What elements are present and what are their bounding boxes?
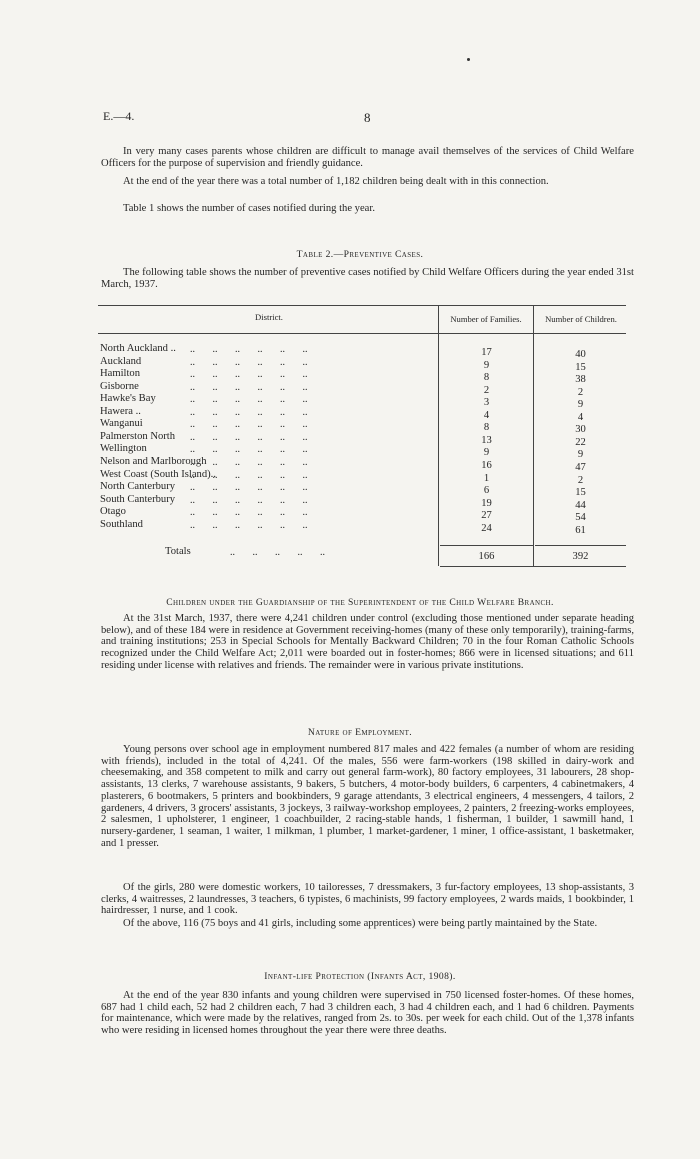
- leader-dots: .. .. .. .. .. ..: [190, 444, 308, 456]
- leader-dots: .. .. .. .. .. ..: [190, 519, 308, 531]
- page-number: 8: [364, 110, 371, 125]
- scan-speck: [467, 58, 470, 61]
- children-count: 40: [575, 349, 586, 360]
- employment-paragraph-2: [101, 882, 634, 917]
- families-count: 1: [483, 472, 490, 484]
- totals-children: 392: [572, 551, 589, 562]
- table-intro-text: The following table shows the number of preventive cases notified by Child Welfare Officers during the year ended 31st March, 1937.: [101, 267, 634, 290]
- intro-paragraph-2: [101, 176, 634, 188]
- district-name: Southland: [100, 518, 143, 530]
- guardianship-text: At the 31st March, 1937, there were 4,241 children under control (excluding those mentioned under separate heading below), and of these 184 were in residence at Government receiving-homes (many of these only temporarily), training-farms, and training institutions; 253 in Special Schools for Mentally Backward Children; 70 in the four Roman Catholic Schools recognized under the Child Welfare Act; 2,011 were boarded out in foster-homes; 866 were in licensed situations; and 611 residing under license with relatives and friends. The remainder were in various private institutions.: [101, 613, 634, 671]
- table-header-rule: [98, 333, 626, 334]
- intro-text-1: In very many cases parents whose children are difficult to manage avail themselves of the services of Child Welfare Officers for the purpose of supervision and friendly guidance.: [101, 146, 634, 169]
- leader-dots: .. .. .. .. .. ..: [190, 482, 308, 494]
- table-title: Table 2.—Preventive Cases.: [296, 249, 424, 260]
- column-divider: [533, 305, 534, 566]
- leader-dots: .. .. .. .. .. ..: [190, 369, 308, 381]
- district-name: North Auckland ..: [100, 343, 176, 354]
- families-count: 16: [481, 459, 492, 471]
- intro-text-3: Table 1 shows the number of cases notified during the year.: [123, 203, 375, 214]
- intro-paragraph-3: [101, 203, 634, 215]
- column-header-children: Number of Children.: [545, 314, 617, 324]
- leader-dots: .. .. .. .. .. ..: [190, 469, 308, 481]
- families-count: 4: [483, 409, 490, 421]
- children-count: 44: [575, 499, 586, 511]
- leader-dots: .. .. .. .. .. ..: [190, 419, 308, 431]
- children-count: 47: [575, 461, 586, 473]
- district-name: Hawera ..: [100, 405, 141, 417]
- intro-paragraph-1: [101, 146, 634, 169]
- children-count: 54: [575, 512, 586, 524]
- district-name: Auckland: [100, 355, 142, 367]
- children-count: 38: [575, 374, 586, 386]
- families-count: 9: [483, 359, 490, 371]
- table-bottom-rule: [440, 566, 626, 567]
- leader-dots: .. .. .. .. .. ..: [190, 381, 308, 393]
- employment-text-1: Young persons over school age in employment numbered 817 males and 422 females (a number of whom are residing with friends), included in the total of 4,241. Of the males, 556 were farm-workers (198 skilled in dairy-work and cheesemaking, and 358 competent to milk and carry out general farm-work), 80 factory employees, 31 labourers, 28 shop-assistants, 13 clerks, 7 warehouse assistants, 9 bakers, 5 butchers, 4 motor-body builders, 6 carpenters, 4 cabinetmakers, 4 plasterers, 6 bootmakers, 5 printers and bookbinders, 9 garage attendants, 3 electrical engineers, 4 messengers, 4 tailors, 2 gardeners, 4 drivers, 3 grocers' assistants, 3 jockeys, 3 railway-workshop employees, 2 painters, 2 freezing-works employees, 2 salesmen, 1 upholsterer, 1 engineer, 1 coachbuilder, 2 racing-stable hands, 1 fisherman, 1 builder, 1 sawmill hand, 1 nursery-gardener, 1 seaman, 1 waiter, 1 milkman, 1 plumber, 1 market-gardener, 1 miner, 1 office-assistant, 1 basketmaker, and 1 presser.: [101, 744, 634, 849]
- infant-text: At the end of the year 830 infants and young children were supervised in 750 licensed foster-homes. Of these homes, 687 had 1 child each, 52 had 2 children each, 7 had 3 children each, 3 had 4 children each, and 1 had 6 children. Payments for maintenance, which were made by the relatives, ranged from 2s. to 30s. per week for each child. Out of the 1,378 infants who were residing in licensed homes throughout the year there were three deaths.: [101, 990, 634, 1037]
- leader-dots: .. .. .. .. .. ..: [190, 394, 308, 406]
- children-count: 9: [577, 399, 584, 411]
- leader-dots: .. .. .. .. .. ..: [190, 344, 308, 355]
- leader-dots: .. .. .. .. .. ..: [190, 431, 308, 443]
- district-name: North Canterbury: [100, 481, 176, 493]
- children-count: 61: [575, 524, 586, 536]
- children-count: 2: [577, 386, 584, 398]
- families-count: 27: [481, 510, 492, 522]
- children-count: 15: [575, 487, 586, 499]
- district-name: South Canterbury: [100, 493, 176, 505]
- district-name: Hawke's Bay: [100, 393, 156, 405]
- infant-heading: Infant-life Protection (Infants Act, 1908).: [264, 971, 456, 982]
- families-count: 19: [481, 497, 492, 509]
- totals-rule: [535, 545, 626, 546]
- families-count: 24: [481, 522, 492, 534]
- leader-dots: .. .. .. .. .. ..: [190, 494, 308, 506]
- families-count: 2: [483, 384, 490, 396]
- column-divider: [438, 305, 439, 566]
- totals-rule: [440, 545, 533, 546]
- leader-dots: .. .. .. .. ..: [230, 547, 325, 558]
- totals-families: 166: [478, 551, 495, 562]
- district-name: West Coast (South Island)..: [100, 468, 216, 480]
- children-count: 4: [577, 411, 584, 423]
- district-name: Otago: [100, 506, 126, 518]
- leader-dots: .. .. .. .. .. ..: [190, 406, 308, 418]
- children-count: 9: [577, 449, 584, 461]
- leader-dots: .. .. .. .. .. ..: [190, 356, 308, 368]
- column-header-families: Number of Families.: [450, 314, 522, 324]
- children-count: 2: [577, 474, 584, 486]
- families-count: 17: [481, 347, 492, 358]
- district-name: Wanganui: [100, 418, 143, 430]
- employment-heading: Nature of Employment.: [307, 727, 413, 738]
- district-name: Palmerston North: [100, 430, 176, 442]
- table-top-rule: [98, 305, 626, 306]
- children-count: 22: [575, 436, 586, 448]
- guardianship-paragraph: [101, 613, 634, 672]
- families-count: 9: [483, 447, 490, 459]
- district-name: Hamilton: [100, 368, 141, 380]
- children-count: 15: [575, 361, 586, 373]
- families-count: 13: [481, 434, 492, 446]
- guardianship-heading: Children under the Guardianship of the Superintendent of the Child Welfare Branch.: [166, 597, 554, 608]
- totals-label: Totals: [165, 546, 191, 557]
- employment-text-2: Of the girls, 280 were domestic workers, 10 tailoresses, 7 dressmakers, 3 fur-factory employees, 13 shop-assistants, 3 clerks, 4 waitresses, 2 laundresses, 3 teachers, 6 typistes, 6 machinists, 99 factory employees, 2 wards maids, 1 bookbinder, 1 hairdresser, 1 nurse, and 1 cook.: [101, 882, 634, 917]
- district-name: Wellington: [100, 443, 147, 455]
- families-count: 8: [483, 422, 490, 434]
- intro-text-2: At the end of the year there was a total number of 1,182 children being dealt with in this connection.: [123, 176, 549, 187]
- district-name: Gisborne: [100, 380, 139, 392]
- district-name: Nelson and Marlborough: [100, 455, 207, 467]
- infant-paragraph: [101, 990, 634, 1037]
- employment-paragraph-1: [101, 744, 634, 849]
- table-intro: [101, 267, 634, 290]
- leader-dots: .. .. .. .. .. ..: [190, 507, 308, 519]
- leader-dots: .. .. .. .. .. ..: [190, 456, 308, 468]
- children-count: 30: [575, 424, 586, 436]
- report-reference: E.—4.: [103, 109, 135, 123]
- employment-paragraph-3: [101, 918, 634, 930]
- families-count: 6: [483, 485, 490, 497]
- column-header-district: District.: [255, 312, 283, 322]
- families-count: 8: [483, 372, 490, 384]
- families-count: 3: [483, 397, 490, 409]
- employment-text-3: Of the above, 116 (75 boys and 41 girls, including some apprentices) were being partly maintained by the State.: [123, 918, 598, 929]
